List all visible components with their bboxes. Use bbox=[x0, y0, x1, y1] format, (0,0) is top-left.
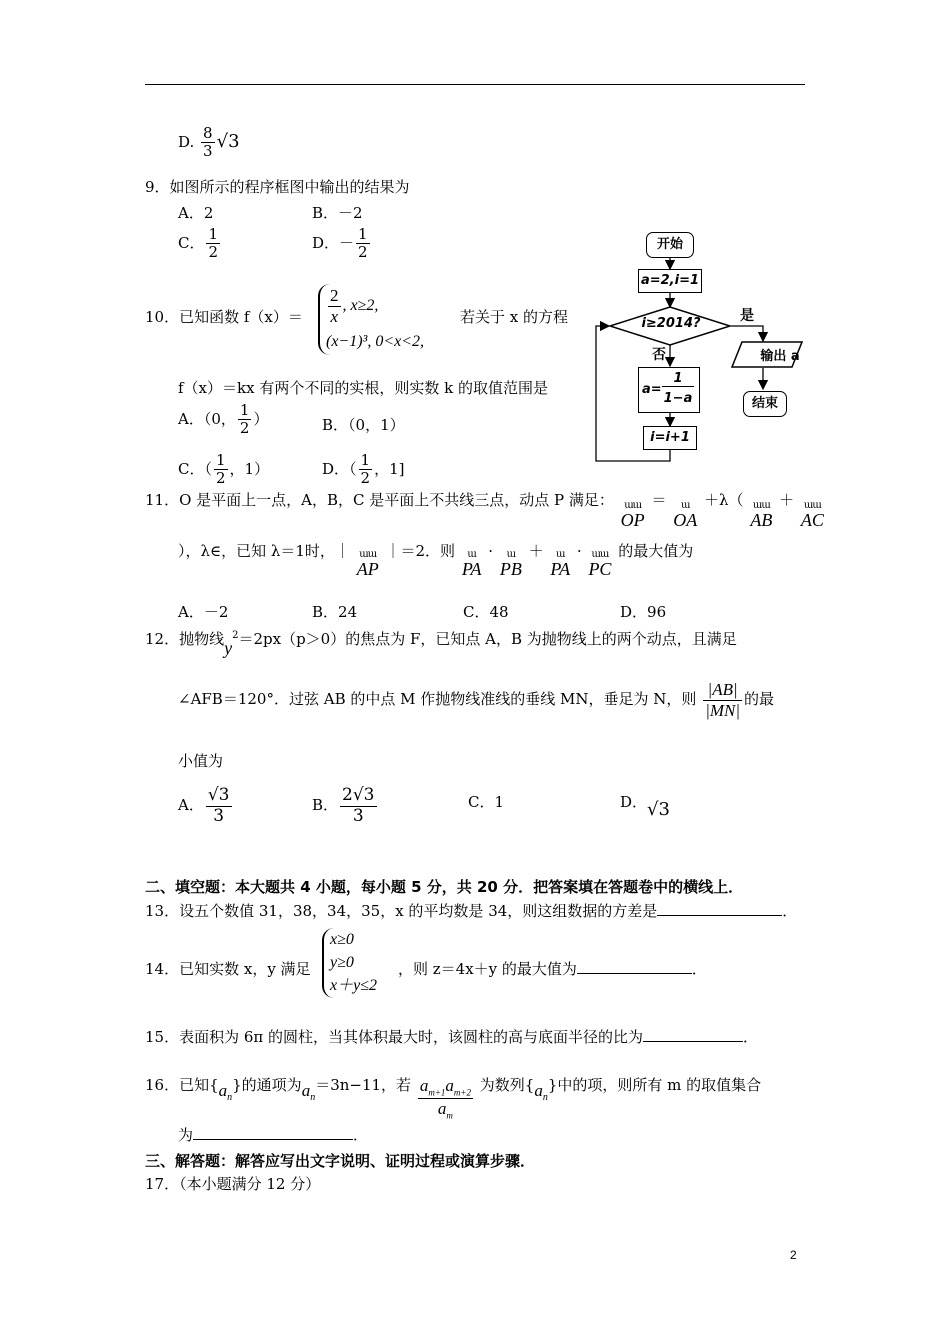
q14-stem-a: 14．已知实数 x，y 满足 bbox=[145, 960, 311, 978]
q8-option-d: D. $\frac{8}{3}$ √3 bbox=[178, 124, 240, 161]
q16-line1: 16．已知$\{a_n\}$的通项为$a_n=3n-11$，若 $\frac{a_{m+1}a_{m+2}}{a_m}$ 为数列$\{a_n\}$中的项，则所有 m 的取值集合 bbox=[145, 1076, 762, 1121]
q15: 15．表面积为 6π 的圆柱，当其体积最大时，该圆柱的高与底面半径的比为 ． bbox=[145, 1028, 759, 1046]
q12-line1: 12．抛物线$y^2=2px(p>0)$的焦点为 F，已知点 A，B 为抛物线上的两个动点，且满足 bbox=[145, 630, 737, 658]
page-number: 2 bbox=[790, 1248, 797, 1262]
q9-option-a: A．2 bbox=[178, 204, 214, 222]
q9-option-b: B．－2 bbox=[312, 204, 363, 222]
q10-stem-b: 若关于 x 的方程 bbox=[460, 308, 568, 326]
q17: 17．（本小题满分 12 分） bbox=[145, 1175, 321, 1193]
section2-heading: 二、填空题：本大题共 4 小题，每小题 5 分，共 20 分．把答案填在答题卷中的横线上． bbox=[145, 878, 744, 896]
q11-line1: 11．O 是平面上一点，A，B，C 是平面上不共线三点，动点 P 满足： ɯɯ OP ＝ ɯ OA ＋λ（ ɯɯ AB ＋ ɯɯ AC bbox=[145, 491, 824, 530]
header-rule bbox=[145, 84, 805, 85]
answer-blank bbox=[193, 1125, 353, 1140]
q10-option-d: D．（ $\frac{1}{2}$ ，1] bbox=[322, 451, 405, 488]
flowchart-assign: a= 1 1−a bbox=[638, 367, 700, 413]
q10-stem-a: 10．已知函数 f（x）＝ bbox=[145, 308, 303, 326]
q10-piecewise: $\frac{2}{x}$ , x≥2, (x−1)³, 0<x<2, bbox=[318, 284, 424, 355]
q12-option-b: B． $\frac{2√3}{3}$ bbox=[312, 785, 375, 826]
answer-blank bbox=[577, 959, 692, 974]
flowchart-increment: i=i+1 bbox=[643, 426, 697, 450]
q11-option-a: A．－2 bbox=[178, 603, 229, 621]
section3-heading: 三、解答题：解答应写出文字说明、证明过程或演算步骤． bbox=[145, 1152, 536, 1170]
q12-option-c: C．1 bbox=[468, 793, 505, 811]
q14-constraints: x≥0 y≥0 x＋y≤2 bbox=[322, 928, 377, 998]
q16-line2: 为 ． bbox=[178, 1126, 369, 1144]
q11-option-d: D．96 bbox=[620, 603, 667, 621]
answer-blank bbox=[643, 1027, 743, 1042]
flowchart-condition: i≥2014? bbox=[641, 316, 701, 331]
flowchart-end: 结束 bbox=[743, 391, 787, 417]
q10-option-b: B．（0，1） bbox=[322, 416, 405, 434]
q11-line2: ），λ∈，已知 λ＝1时，｜ ɯɯ AP ｜＝2．则 ɯ PA · ɯ PB ＋ ɯ PA · ɯɯ PC 的最大值为 bbox=[178, 542, 694, 579]
q10-stem-c: f（x）＝kx 有两个不同的实根，则实数 k 的取值范围是 bbox=[178, 379, 548, 397]
q9-option-d: D．－ $\frac{1}{2}$ bbox=[312, 225, 368, 262]
q13: 13．设五个数值 31，38，34，35，x 的平均数是 34，则这组数据的方差是 ． bbox=[145, 902, 798, 920]
q9-option-c: C． $\frac{1}{2}$ bbox=[178, 225, 219, 262]
q14-stem-b: ，则 z＝4x＋y 的最大值为 ． bbox=[398, 960, 707, 978]
flowchart-start: 开始 bbox=[646, 232, 694, 258]
q11-option-b: B．24 bbox=[312, 603, 358, 621]
q9-stem: 9．如图所示的程序框图中输出的结果为 bbox=[145, 178, 410, 196]
flowchart-no-label: 否 bbox=[652, 347, 666, 363]
q12-line2: ∠AFB＝120°．过弦 AB 的中点 M 作抛物线准线的垂线 MN，垂足为 N，则 $\frac{|AB|}{|MN|}$ 的最 bbox=[178, 680, 775, 720]
q10-option-a: A．（0， $\frac{1}{2}$ ） bbox=[178, 401, 269, 438]
q12-option-a: A． $\frac{√3}{3}$ bbox=[178, 785, 230, 826]
q10-option-c: C．（ $\frac{1}{2}$ ，1） bbox=[178, 451, 270, 488]
fraction: $\frac{8}{3}$ bbox=[203, 124, 213, 161]
answer-blank bbox=[657, 901, 782, 916]
flowchart-yes-label: 是 bbox=[740, 308, 754, 324]
flowchart-output: 输出 a bbox=[760, 349, 800, 364]
q11-option-c: C．48 bbox=[463, 603, 509, 621]
flowchart-init: a=2,i=1 bbox=[638, 269, 702, 293]
q12-option-d: D．√3 bbox=[620, 793, 670, 820]
q12-line3: 小值为 bbox=[178, 752, 224, 770]
